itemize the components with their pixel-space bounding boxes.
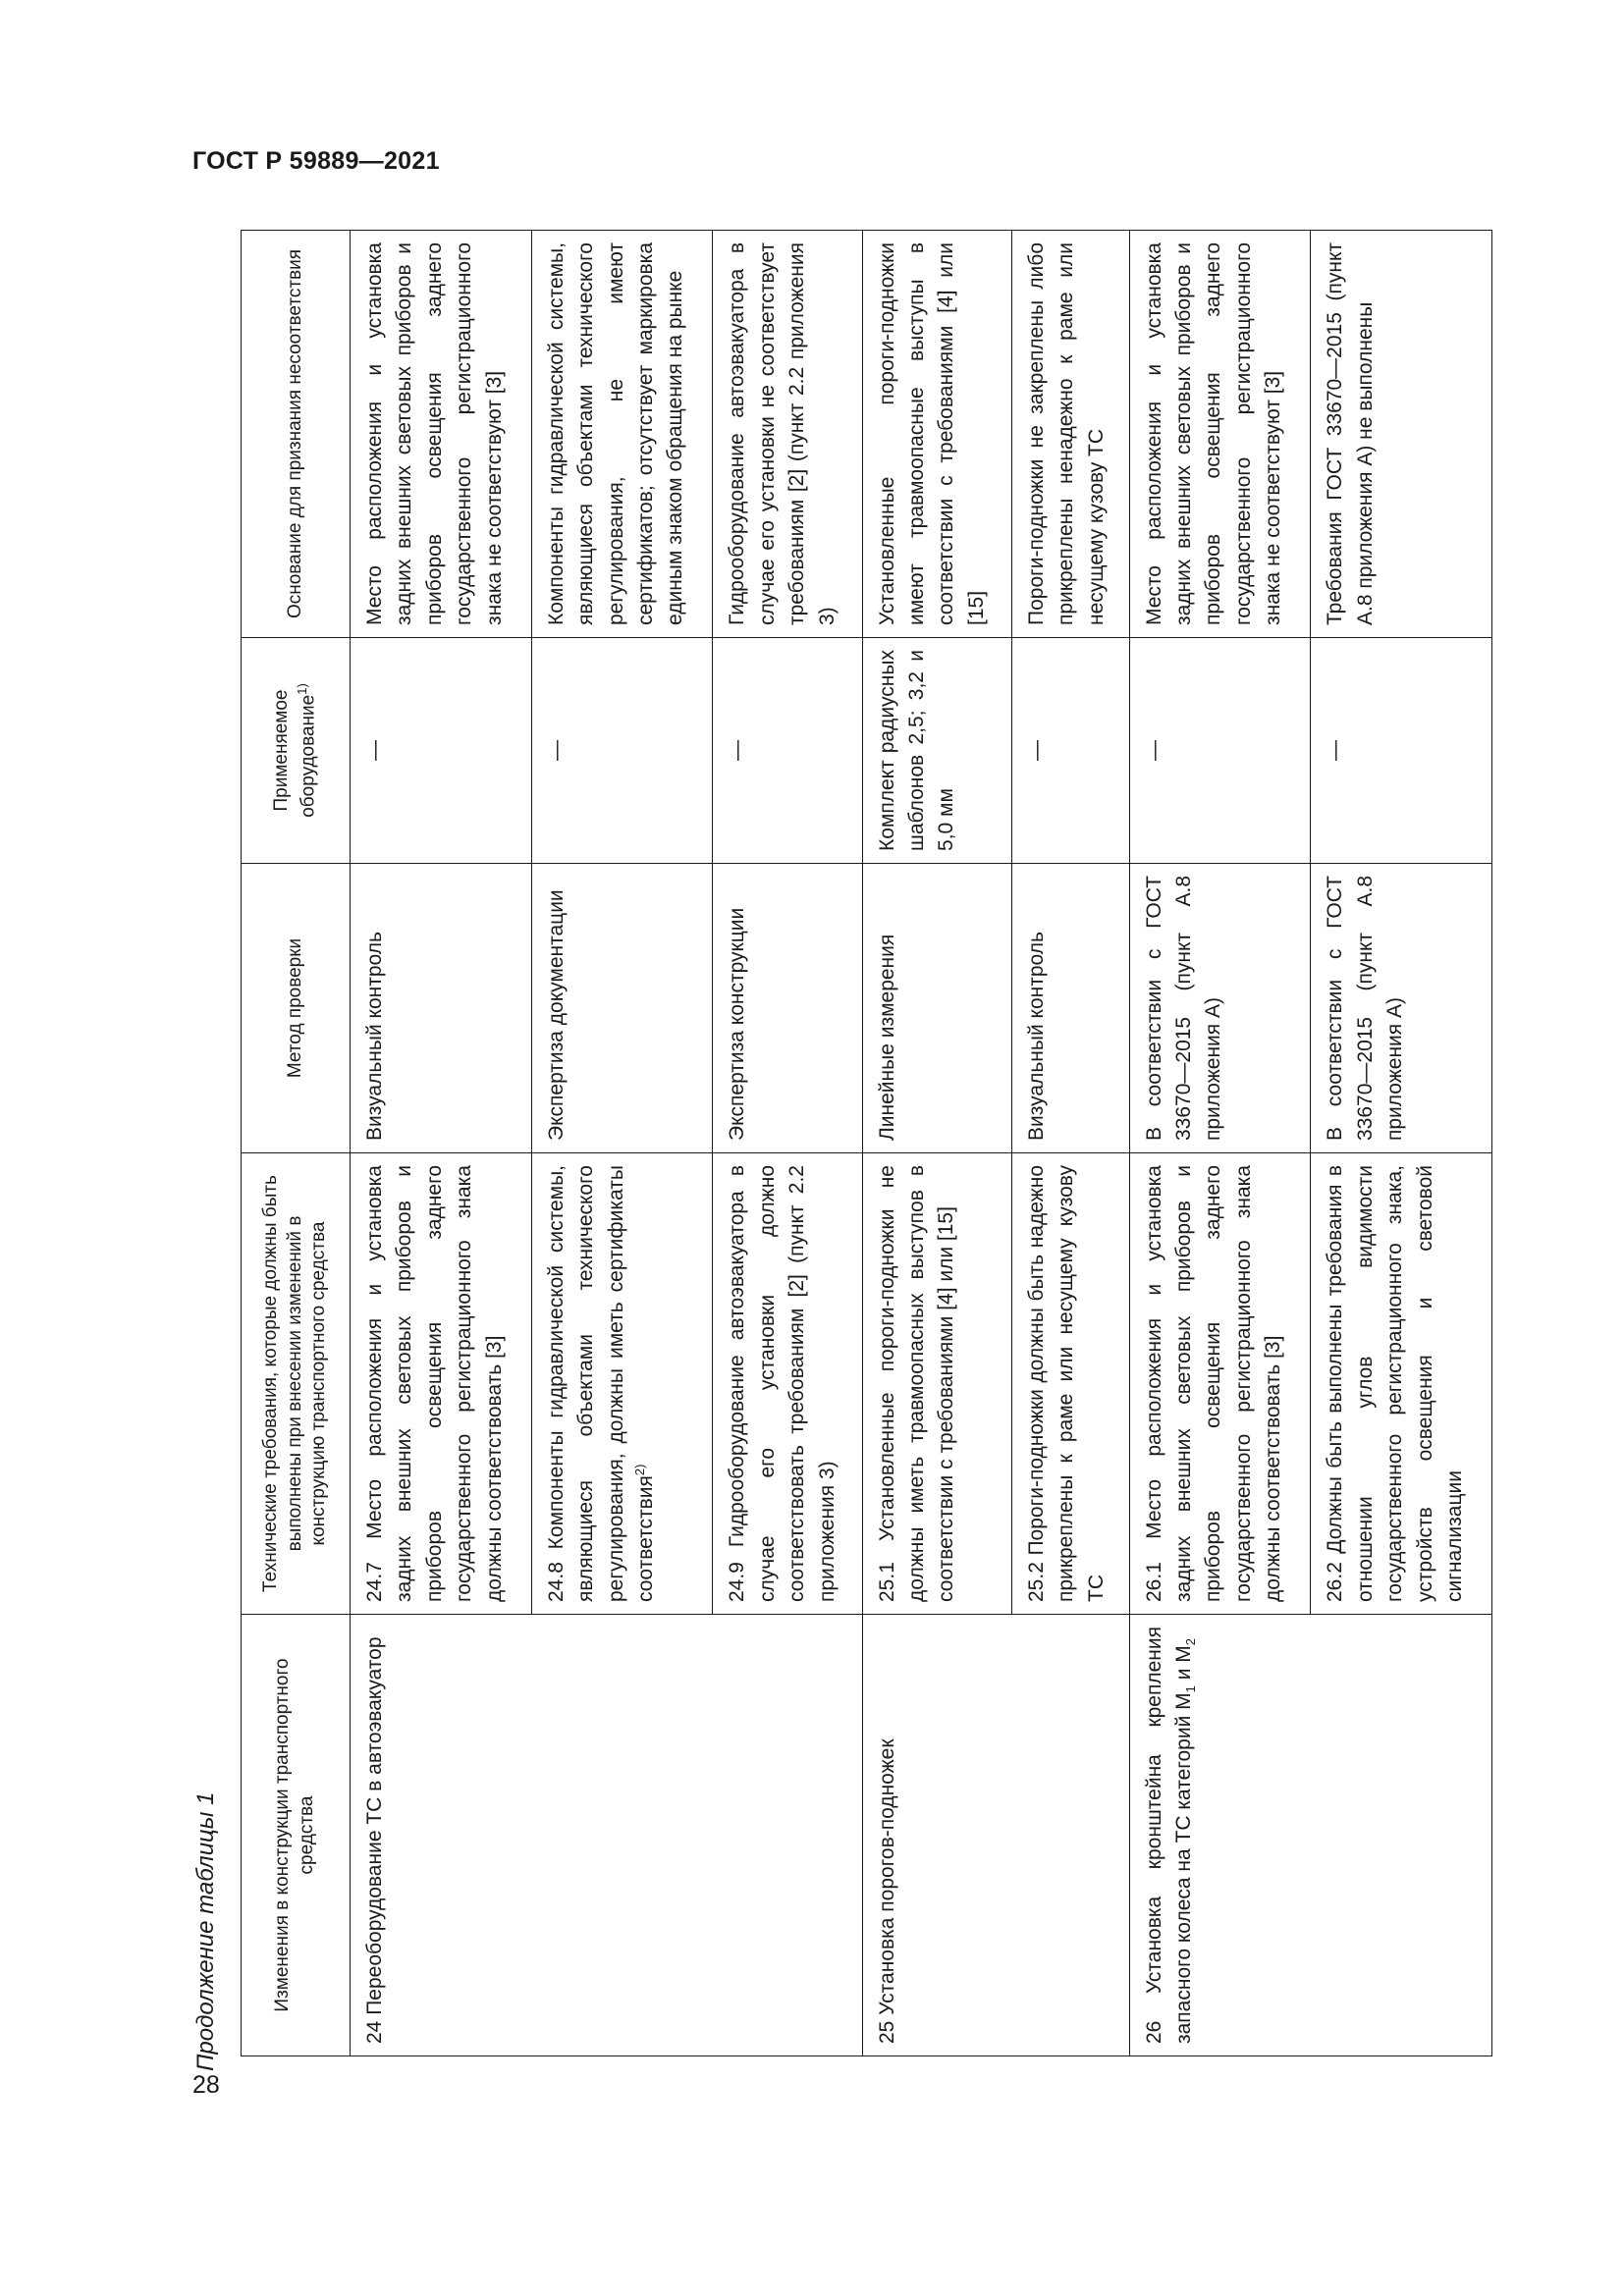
change-cell: 25 Установка порогов-подножек	[862, 1615, 1129, 2056]
change-cell	[1129, 1615, 1491, 2056]
equipment-cell: Комплект радиусных шаблонов 2,5; 3,2 и 5,0 мм	[862, 638, 1011, 864]
requirement-cell: 24.9 Гидрооборудование автоэвакуатора в случае его установки должно соответствовать требованиям [2] (пункт 2.2 приложения 3)	[713, 1153, 862, 1615]
page-number: 28	[192, 2071, 220, 2099]
change-text-mid: и M	[1172, 1645, 1196, 1686]
column-header-basis: Основание для признания несоответствия	[242, 231, 351, 638]
footnote-mark: 1)	[294, 683, 309, 695]
column-header-equipment	[242, 638, 351, 864]
requirement-cell: 25.2 Пороги-подножки должны быть надежно прикреплены к раме или несущему кузову ТС	[1011, 1153, 1129, 1615]
equipment-cell: —	[713, 638, 862, 864]
column-header-requirements: Технические требования, которые должны быть выполнены при внесении изменений в конструкцию транспортного средства	[242, 1153, 351, 1615]
method-cell: Визуальный контроль	[1011, 864, 1129, 1153]
basis-cell: Место расположения и установка задних внешних световых приборов и приборов освещения заднего государственного регистрационного знака не соответствуют [3]	[1129, 231, 1311, 638]
column-header-method: Метод проверки	[242, 864, 351, 1153]
table-header-row	[242, 231, 351, 2056]
method-cell: Экспертиза документации	[531, 864, 713, 1153]
equipment-cell: —	[1011, 638, 1129, 864]
subscript: 1	[1183, 1685, 1199, 1693]
equipment-cell: —	[1129, 638, 1311, 864]
table-row	[862, 231, 1011, 2056]
requirements-table-container	[241, 231, 1492, 2056]
column-header-equipment-label: Применяемое оборудование	[271, 689, 319, 818]
table-row	[1129, 231, 1311, 2056]
method-cell: В соответствии с ГОСТ 33670—2015 (пункт А.8 приложения А)	[1129, 864, 1311, 1153]
requirement-cell: 25.1 Установленные пороги-подножки не должны иметь травмоопасных выступов в соответствии с требованиями [4] или [15]	[862, 1153, 1011, 1615]
column-header-changes: Изменения в конструкции транспортного средства	[242, 1615, 351, 2056]
basis-cell: Гидрооборудование автоэвакуатора в случае его установки не соответствует требованиям [2] (пункт 2.2 приложения 3)	[713, 231, 862, 638]
requirement-cell: 26.2 Должны быть выполнены требования в отношении углов видимости государственного регистрационного знака, устройств освещения и световой сигнализации	[1311, 1153, 1492, 1615]
change-cell: 24 Переоборудование ТС в автоэвакуатор	[351, 1615, 863, 2056]
subscript: 2	[1183, 1637, 1199, 1646]
requirement-text: 24.8 Компоненты гидравлической системы, являющиеся объектами технического регулирования, должны иметь сертификаты соответствия	[544, 1165, 657, 1602]
basis-cell: Пороги-подножки не закреплены либо прикреплены ненадежно к раме или несущему кузову ТС	[1011, 231, 1129, 638]
requirement-cell: 26.1 Место расположения и установка задних внешних световых приборов и приборов освещения заднего государственного регистрационного знака должны соответствовать [3]	[1129, 1153, 1311, 1615]
method-cell: В соответствии с ГОСТ 33670—2015 (пункт А.8 приложения А)	[1311, 864, 1492, 1153]
method-cell: Линейные измерения	[862, 864, 1011, 1153]
table-caption: Продолжение таблицы 1	[192, 1791, 219, 2071]
basis-cell: Компоненты гидравлической системы, являющиеся объектами технического регулирования, не имеют сертификатов; отсутствует маркировка единым знаком обращения на рынке	[531, 231, 713, 638]
table-row	[351, 231, 532, 2056]
basis-cell: Установленные пороги-подножки имеют травмоопасные выступы в соответствии с требованиями [4] или [15]	[862, 231, 1011, 638]
basis-cell: Требования ГОСТ 33670—2015 (пункт А.8 приложения А) не выполнены	[1311, 231, 1492, 638]
equipment-cell: —	[531, 638, 713, 864]
equipment-cell: —	[1311, 638, 1492, 864]
document-header: ГОСТ Р 59889—2021	[192, 147, 440, 175]
method-cell: Экспертиза конструкции	[713, 864, 862, 1153]
requirement-cell: 24.7 Место расположения и установка задних внешних световых приборов и приборов освещения заднего государственного регистрационного знака должны соответствовать [3]	[351, 1153, 532, 1615]
equipment-cell: —	[351, 638, 532, 864]
requirements-table	[241, 230, 1492, 2056]
change-text: 26 Установка кронштейна крепления запасного колеса на ТС категорий M	[1142, 1627, 1196, 2044]
method-cell: Визуальный контроль	[351, 864, 532, 1153]
requirement-cell	[531, 1153, 713, 1615]
footnote-mark: 2)	[632, 1464, 647, 1476]
basis-cell: Место расположения и установка задних внешних световых приборов и приборов освещения заднего государственного регистрационного знака не соответствуют [3]	[351, 231, 532, 638]
